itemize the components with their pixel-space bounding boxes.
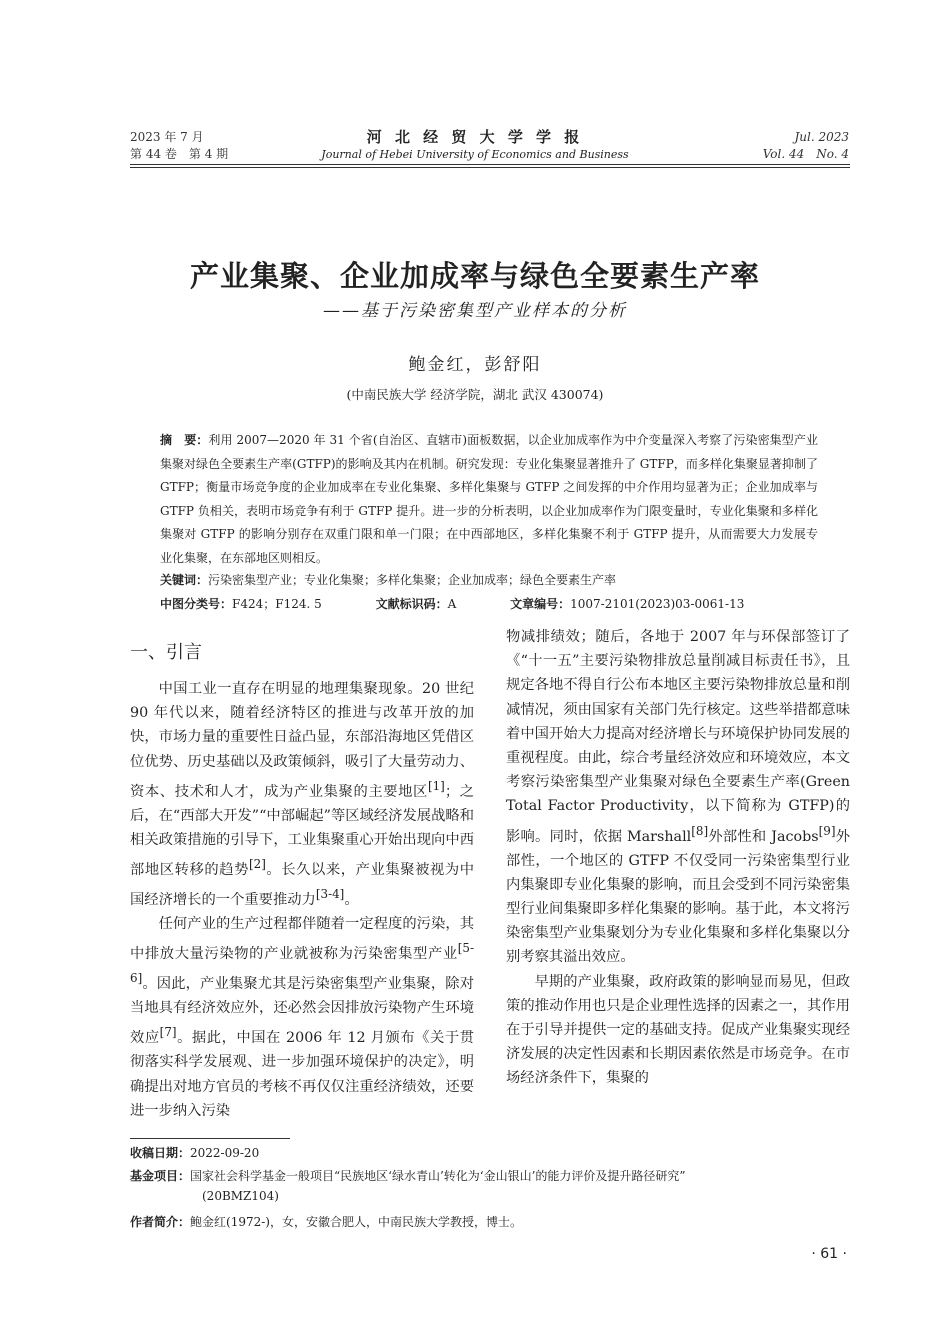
fund-id: (20BMZ104) — [202, 1189, 279, 1203]
header-left — [130, 129, 228, 163]
keywords-label: 关键词： — [160, 573, 209, 587]
header-center — [300, 127, 650, 162]
citation-6: [8] — [691, 823, 709, 838]
abstract-label: 摘 要： — [160, 433, 209, 447]
doc-label: 文献标识码： — [375, 597, 448, 611]
citation-2: [2] — [248, 857, 266, 872]
article-authors: 鲍金红，彭舒阳 — [408, 355, 542, 375]
paragraph-1-text-a: 中国工业一直存在明显的地理集聚现象。20 世纪 90 年代以来，随着经济特区的推进与改革开放的加快，市场力量的重要性日益凸显，东部沿海地区凭借区位优势、历史基础以及政策倾斜，吸引了大量劳动力、资本、技术和人才，成为产业集聚的主要地区 — [130, 681, 474, 800]
header-right — [763, 129, 849, 163]
paragraph-2c-text-a: 物减排绩效；随后，各地于 2007 年与环保部签订了《“十一五”主要污染物排放总量削减目标责任书》，且规定各地不得自行公布本地区主要污染物排放总量和削减情况，须由国家有关部门先行核定。这些举措都意味着中国开始大力提高对经济增长与环境保护协同发展的重视程度。由此，综合考量经济效应和环境效应，本文考察污染密集型产业集聚对绿色全要素生产率(Green Total Factor Productivity，以下简称为 GTFP)的影响。同时，依据 Marshall — [506, 629, 850, 845]
art-value: 1007-2101(2023)03-0061-13 — [570, 597, 745, 611]
citation-4: [5-6] — [130, 941, 474, 986]
citation-5: [7] — [159, 1025, 177, 1040]
article-title: 产业集聚、企业加成率与绿色全要素生产率 — [189, 259, 760, 293]
paragraph-2c-text-c: 外部性，一个地区的 GTFP 不仅受同一污染密集型行业内集聚即专业化集聚的影响，而且会受到不同污染密集型行业间集聚即多样化集聚的影响。基于此，本文将污染密集型产业集聚划分为专业化集聚和多样化集聚以分别考察其溢出效应。 — [506, 828, 851, 966]
received-label: 收稿日期： — [130, 1146, 191, 1160]
header-volume-cn: 第 44 卷 第 4 期 — [130, 147, 229, 161]
paragraph-2-text-c: 。据此，中国在 2006 年 12 月颁布《关于贯彻落实科学发展观、进一步加强环境保护的决定》，明确提出对地方官员的考核不再仅仅注重经济绩效，还要进一步纳入污染 — [130, 1030, 474, 1119]
footnote-author — [130, 1212, 850, 1232]
article-number — [510, 594, 744, 614]
document-code — [376, 594, 457, 614]
body-column-right — [506, 625, 850, 1091]
article-subtitle: ——基于污染密集型产业样本的分析 — [323, 301, 627, 321]
clc-value: F424；F124. 5 — [232, 597, 322, 611]
paragraph-1 — [130, 677, 474, 912]
author-bio: 鲍金红(1972-)，女，安徽合肥人，中南民族大学教授，博士。 — [190, 1215, 522, 1229]
footnote-rule — [130, 1138, 290, 1139]
keywords — [160, 570, 818, 590]
citation-7: [9] — [818, 823, 836, 838]
abstract — [160, 429, 818, 570]
art-label: 文章编号： — [510, 597, 571, 611]
paragraph-2-text-a: 任何产业的生产过程都伴随着一定程度的污染，其中排放大量污染物的产业就被称为污染密集型产业 — [130, 916, 474, 963]
paragraph-3: 早期的产业集聚，政府政策的影响显而易见，但政策的推动作用也只是企业理性选择的因素之一，其作用在于引导并提供一定的基础支持。促成产业集聚实现经济发展的决定性因素和长期因素依然是市场竞争。在市场经济条件下，集聚的 — [506, 973, 850, 1087]
section-heading-introduction: 一、引言 — [130, 642, 202, 663]
fund-text: 国家社会科学基金一般项目“民族地区‘绿水青山’转化为‘金山银山’的能力评价及提升路径研究” — [190, 1169, 686, 1183]
header-date-cn: 2023 年 7 月 — [130, 130, 204, 144]
header-volume-en: Vol. 44 No. 4 — [762, 147, 849, 161]
footnote-fund — [130, 1166, 850, 1206]
citation-3: [3-4] — [315, 887, 345, 902]
paragraph-2 — [130, 912, 474, 1123]
header-date-en: Jul. 2023 — [794, 130, 849, 144]
classification-line — [160, 594, 840, 614]
author-bio-label: 作者简介： — [130, 1215, 191, 1229]
paragraph-2-continued — [506, 625, 850, 970]
header-rule-top — [130, 164, 850, 165]
journal-name-cn: 河 北 经 贸 大 学 学 报 — [366, 128, 584, 146]
paragraph-1-text-d: 。 — [344, 891, 359, 908]
keywords-text: 污染密集型产业；专业化集聚；多样化集聚；企业加成率；绿色全要素生产率 — [208, 573, 617, 587]
fund-label: 基金项目： — [130, 1169, 191, 1183]
paragraph-1-text-b: ；之后，在“西部大开发”“中部崛起”等区域经济发展战略和相关政策措施的引导下，工业集聚重心开始出现向中西部地区转移的趋势 — [130, 783, 475, 878]
clc-number — [160, 594, 322, 614]
paragraph-2c-text-b: 外部性和 Jacobs — [708, 828, 819, 845]
header-rule-bottom — [130, 167, 850, 168]
doc-value: A — [447, 597, 457, 611]
citation-1: [1] — [427, 778, 445, 793]
page-number: · 61 · — [811, 1246, 847, 1262]
received-date: 2022-09-20 — [190, 1146, 260, 1160]
body-column-left — [130, 677, 474, 1123]
paragraph-1-text-c: 。长久以来，产业集聚被视为中国经济增长的一个重要推动力 — [130, 861, 475, 908]
clc-label: 中图分类号： — [160, 597, 233, 611]
journal-name-en: Journal of Hebei University of Economics and Business — [321, 148, 629, 161]
footnote-received — [130, 1143, 850, 1163]
paragraph-2-text-b: 。因此，产业集聚尤其是污染密集型产业集聚，除对当地具有经济效应外，还必然会因排放污染物产生环境效应 — [130, 976, 474, 1047]
author-affiliation: (中南民族大学 经济学院，湖北 武汉 430074) — [346, 387, 604, 402]
abstract-text: 利用 2007—2020 年 31 个省(自治区、直辖市)面板数据，以企业加成率作为中介变量深入考察了污染密集型产业集聚对绿色全要素生产率(GTFP)的影响及其内在机制。研究发现：专业化集聚显著推升了 GTFP，而多样化集聚显著抑制了 GTFP；衡量市场竞争度的企业加成率在专业化集聚、多样化集聚与 GTFP 之间发挥的中介作用均显著为正；企业加成率与 GTFP 负相关，表明市场竞争有利于 GTFP 提升。进一步的分析表明，以企业加成率作为门限变量时，专业化集聚和多样化集聚对 GTFP 的影响分别存在双重门限和单一门限；在中西部地区，多样化集聚不利于 GTFP 提升，从而需要大力发展专业化集聚，在东部地区则相反。 — [160, 433, 818, 565]
